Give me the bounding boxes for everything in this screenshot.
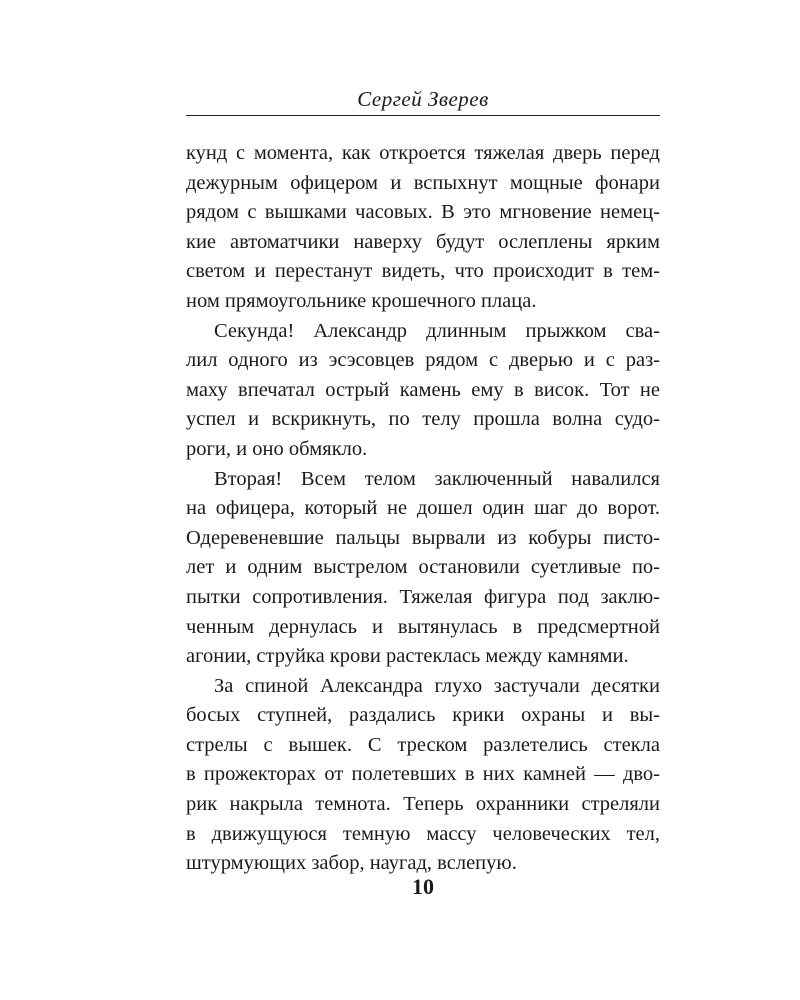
text-line: на офицера, который не дошел один шаг до ворот. [186, 497, 660, 520]
text-line: штурмующих забор, наугад, вслепую. [186, 852, 517, 875]
text-line: кунд с момента, как откроется тяжелая дверь перед [186, 142, 660, 164]
body-text [186, 139, 660, 879]
text-line: в движущуюся темную массу человеческих тел, [186, 822, 660, 845]
text-line: рядом с вышками часовых. В это мгновение немец- [186, 201, 660, 224]
text-line: агонии, струйка крови растеклась между камнями. [186, 645, 629, 668]
text-line: успел и вскрикнуть, по телу прошла волна судо- [186, 408, 660, 431]
text-line: лет и одним выстрелом остановили суетливые по- [186, 556, 660, 579]
text-line: пытки сопротивления. Тяжелая фигура под заклю- [186, 585, 660, 608]
text-line: ченным дернулась и вытянулась в предсмертной [186, 615, 660, 638]
text-line: ном прямоугольнике крошечного плаца. [186, 289, 537, 312]
text-line: рик накрыла темнота. Теперь охранники стреляли [186, 793, 660, 816]
text-line: За спиной Александра глухо застучали десятки [214, 674, 660, 697]
text-line: светом и перестанут видеть, что происходит в тем- [186, 260, 660, 283]
text-line: кие автоматчики наверху будут ослеплены ярким [186, 230, 660, 253]
text-line: лил одного из эсэсовцев рядом с дверью и с раз- [186, 349, 660, 372]
text-line: Одеревеневшие пальцы вырвали из кобуры писто- [186, 526, 660, 549]
page-number: 10 [412, 874, 434, 899]
text-line: босых ступней, раздались крики охраны и вы- [186, 704, 660, 727]
text-line: роги, и оно обмякло. [186, 437, 368, 460]
text-line: маху впечатал острый камень ему в висок. Тот не [186, 378, 660, 401]
text-line: стрелы с вышек. С треском разлетелись стекла [186, 733, 660, 756]
header-rule [186, 115, 660, 116]
text-line: Вторая! Всем телом заключенный навалился [214, 467, 660, 490]
text-line: в прожекторах от полетевших в них камней — дво- [186, 763, 660, 786]
text-line: дежурным офицером и вспыхнут мощные фонари [186, 171, 660, 194]
text-line: Секунда! Александр длинным прыжком сва- [214, 319, 660, 342]
running-head-author: Сергей Зверев [357, 87, 489, 111]
